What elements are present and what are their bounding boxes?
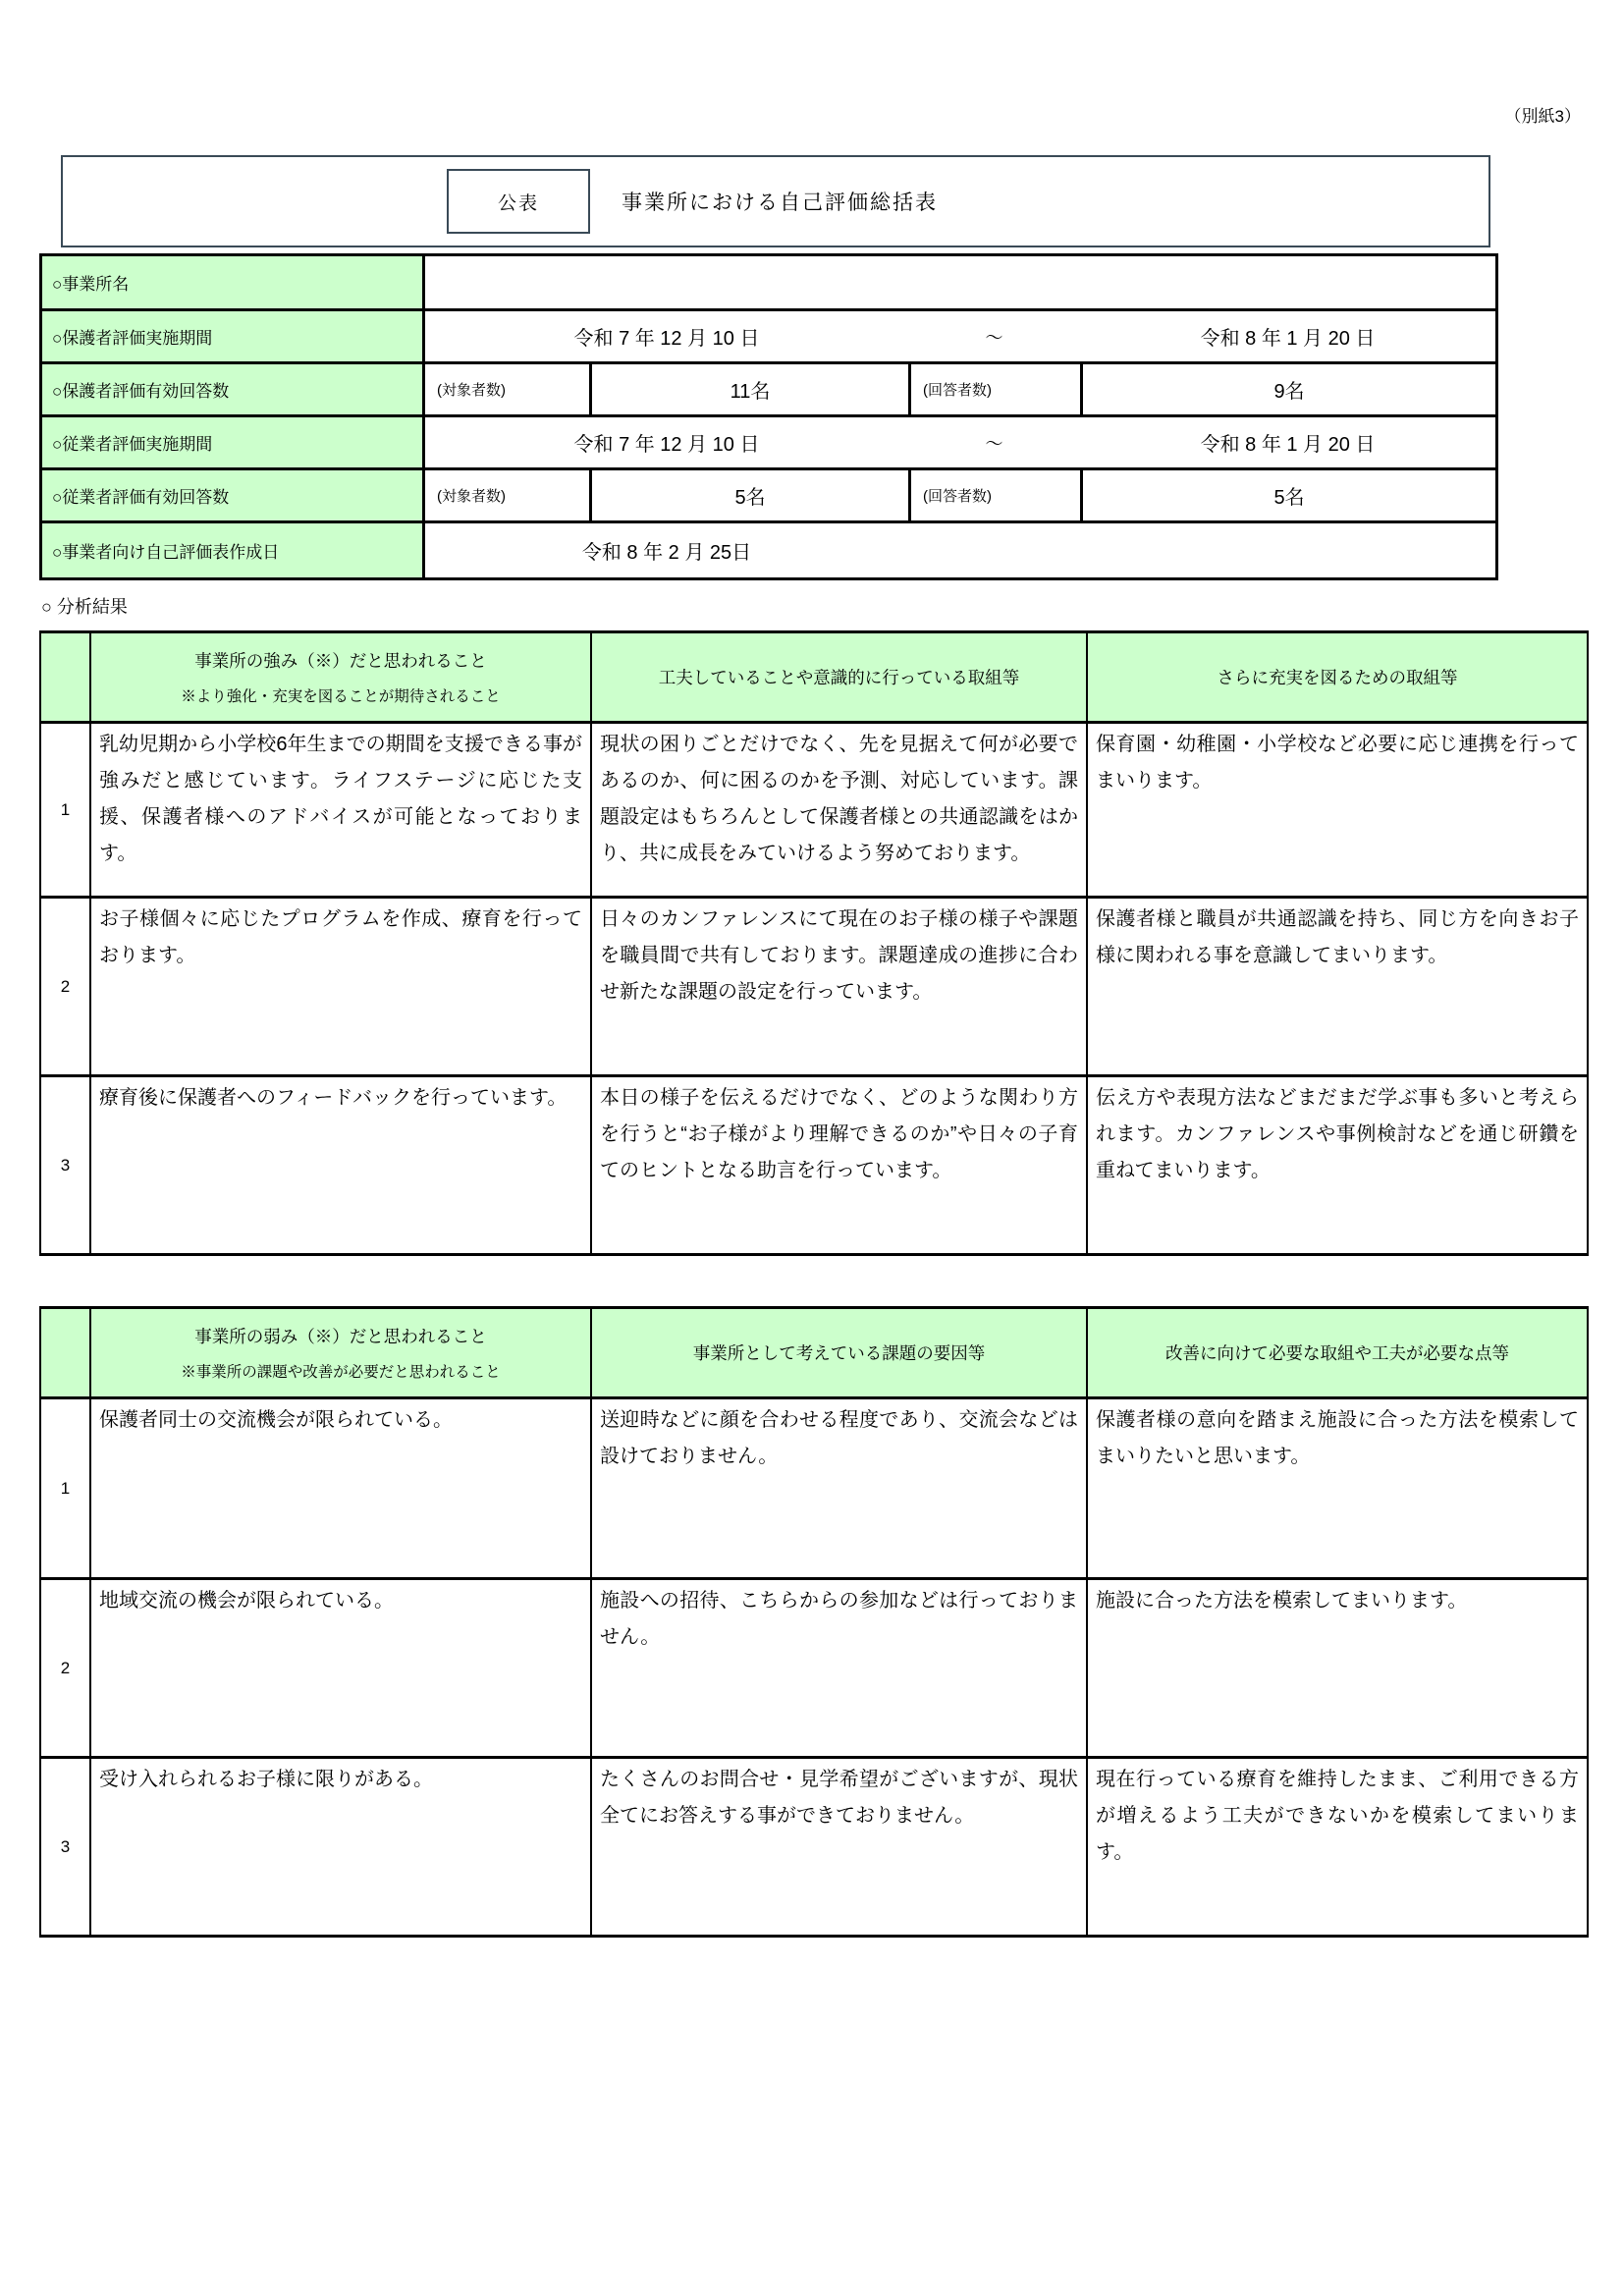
weakness-1-text: 保護者同士の交流機会が限られている。 xyxy=(90,1398,591,1579)
attachment-number-note: （別紙3） xyxy=(1504,107,1581,126)
strength-2-text: お子様個々に応じたプログラムを作成、療育を行っております。 xyxy=(90,898,591,1076)
weakness-2-text: 地域交流の機会が限られている。 xyxy=(90,1579,591,1758)
document-title: 事業所における自己評価総括表 xyxy=(622,191,938,214)
staff-period-tilde: ～ xyxy=(985,433,1003,454)
weakness-3-improvements: 現在行っている療育を維持したまま、ご利用できる方が増えるよう工夫ができないかを模索してまいります。 xyxy=(1087,1758,1588,1937)
guardian-period-label: ○保護者評価実施期間 xyxy=(41,310,424,363)
office-name-value xyxy=(424,255,1497,310)
weaknesses-header-number-cell xyxy=(40,1308,90,1398)
staff-respondent-count: 5名 xyxy=(1082,469,1497,522)
staff-period-from: 令和 7 年 12 月 10 日 xyxy=(573,434,760,456)
strength-2-future: 保護者様と職員が共通認識を持ち、同じ方を向きお子様に関われる事を意識してまいります。 xyxy=(1087,898,1588,1076)
row-number: 3 xyxy=(40,1076,90,1255)
staff-target-count: 5名 xyxy=(591,469,910,522)
staff-target-label: (対象者数) xyxy=(424,469,591,522)
strengths-row-2 xyxy=(40,898,1588,1076)
guardian-period-tilde: ～ xyxy=(985,327,1003,348)
weakness-2-causes: 施設への招待、こちらからの参加などは行っておりません。 xyxy=(591,1579,1087,1758)
weaknesses-row-3 xyxy=(40,1758,1588,1937)
weaknesses-table xyxy=(39,1306,1589,1938)
strengths-header-col1-line2: ※より強化・充実を図ることが期待されること xyxy=(181,688,501,705)
weaknesses-row-1 xyxy=(40,1398,1588,1579)
staff-responses-label: ○従業者評価有効回答数 xyxy=(41,469,424,522)
weaknesses-row-2 xyxy=(40,1579,1588,1758)
guardian-responses-label: ○保護者評価有効回答数 xyxy=(41,363,424,416)
row-number: 1 xyxy=(40,1398,90,1579)
weaknesses-header-col1-line1: 事業所の弱み（※）だと思われること xyxy=(194,1327,487,1346)
guardian-target-count: 11名 xyxy=(591,363,910,416)
row-number: 1 xyxy=(40,723,90,898)
created-date-value: 令和 8 年 2 月 25日 xyxy=(581,542,752,564)
title-header-box xyxy=(61,155,1490,247)
weakness-3-causes: たくさんのお問合せ・見学希望がございますが、現状全てにお答えする事ができておりません。 xyxy=(591,1758,1087,1937)
strengths-header-col1-line1: 事業所の強み（※）だと思われること xyxy=(194,651,487,671)
weakness-3-text: 受け入れられるお子様に限りがある。 xyxy=(90,1758,591,1937)
strength-3-efforts: 本日の様子を伝えるだけでなく、どのような関わり方を行うと“お子様がより理解できるのか”や日々の子育てのヒントとなる助言を行っています。 xyxy=(591,1076,1087,1255)
strengths-table xyxy=(39,630,1589,1256)
strength-3-text: 療育後に保護者へのフィードバックを行っています。 xyxy=(90,1076,591,1255)
guardian-respondent-count: 9名 xyxy=(1082,363,1497,416)
created-date-cell xyxy=(424,522,1497,579)
summary-info-table xyxy=(39,253,1498,580)
weaknesses-header-col1 xyxy=(90,1308,591,1398)
weaknesses-header-col1-line2: ※事業所の課題や改善が必要だと思われること xyxy=(181,1364,501,1381)
staff-respondent-label: (回答者数) xyxy=(910,469,1082,522)
staff-period-to: 令和 8 年 1 月 20 日 xyxy=(1200,434,1376,456)
row-number: 2 xyxy=(40,898,90,1076)
strengths-row-3 xyxy=(40,1076,1588,1255)
publish-badge: 公表 xyxy=(447,169,590,234)
strength-2-efforts: 日々のカンファレンスにて現在のお子様の様子や課題を職員間で共有しております。課題達成の進捗に合わせ新たな課題の設定を行っています。 xyxy=(591,898,1087,1076)
guardian-period-from: 令和 7 年 12 月 10 日 xyxy=(573,328,760,350)
strength-1-text: 乳幼児期から小学校6年生までの期間を支援できる事が強みだと感じています。ライフステージに応じた支援、保護者様へのアドバイスが可能となっております。 xyxy=(90,723,591,898)
strengths-header-col2: 工夫していることや意識的に行っている取組等 xyxy=(591,632,1087,723)
weaknesses-header-col3: 改善に向けて必要な取組や工夫が必要な点等 xyxy=(1087,1308,1588,1398)
strengths-header-col3: さらに充実を図るための取組等 xyxy=(1087,632,1588,723)
strength-3-future: 伝え方や表現方法などまだまだ学ぶ事も多いと考えられます。カンファレンスや事例検討などを通じ研鑽を重ねてまいります。 xyxy=(1087,1076,1588,1255)
weakness-1-improvements: 保護者様の意向を踏まえ施設に合った方法を模索してまいりたいと思います。 xyxy=(1087,1398,1588,1579)
strength-1-efforts: 現状の困りごとだけでなく、先を見据えて何が必要であるのか、何に困るのかを予測、対応しています。課題設定はもちろんとして保護者様との共通認識をはかり、共に成長をみていけるよう努めております。 xyxy=(591,723,1087,898)
created-date-label: ○事業者向け自己評価表作成日 xyxy=(41,522,424,579)
office-name-label: ○事業所名 xyxy=(41,255,424,310)
guardian-period-value xyxy=(424,310,1497,363)
row-number: 2 xyxy=(40,1579,90,1758)
guardian-target-label: (対象者数) xyxy=(424,363,591,416)
guardian-period-to: 令和 8 年 1 月 20 日 xyxy=(1200,328,1376,350)
weakness-2-improvements: 施設に合った方法を模索してまいります。 xyxy=(1087,1579,1588,1758)
strengths-header-col1 xyxy=(90,632,591,723)
row-number: 3 xyxy=(40,1758,90,1937)
weaknesses-header-col2: 事業所として考えている課題の要因等 xyxy=(591,1308,1087,1398)
staff-period-value xyxy=(424,416,1497,469)
strengths-row-1 xyxy=(40,723,1588,898)
weakness-1-causes: 送迎時などに顔を合わせる程度であり、交流会などは設けておりません。 xyxy=(591,1398,1087,1579)
strength-1-future: 保育園・幼稚園・小学校など必要に応じ連携を行ってまいります。 xyxy=(1087,723,1588,898)
analysis-results-label: ○ 分析結果 xyxy=(41,597,128,617)
staff-period-label: ○従業者評価実施期間 xyxy=(41,416,424,469)
guardian-respondent-label: (回答者数) xyxy=(910,363,1082,416)
strengths-header-number-cell xyxy=(40,632,90,723)
